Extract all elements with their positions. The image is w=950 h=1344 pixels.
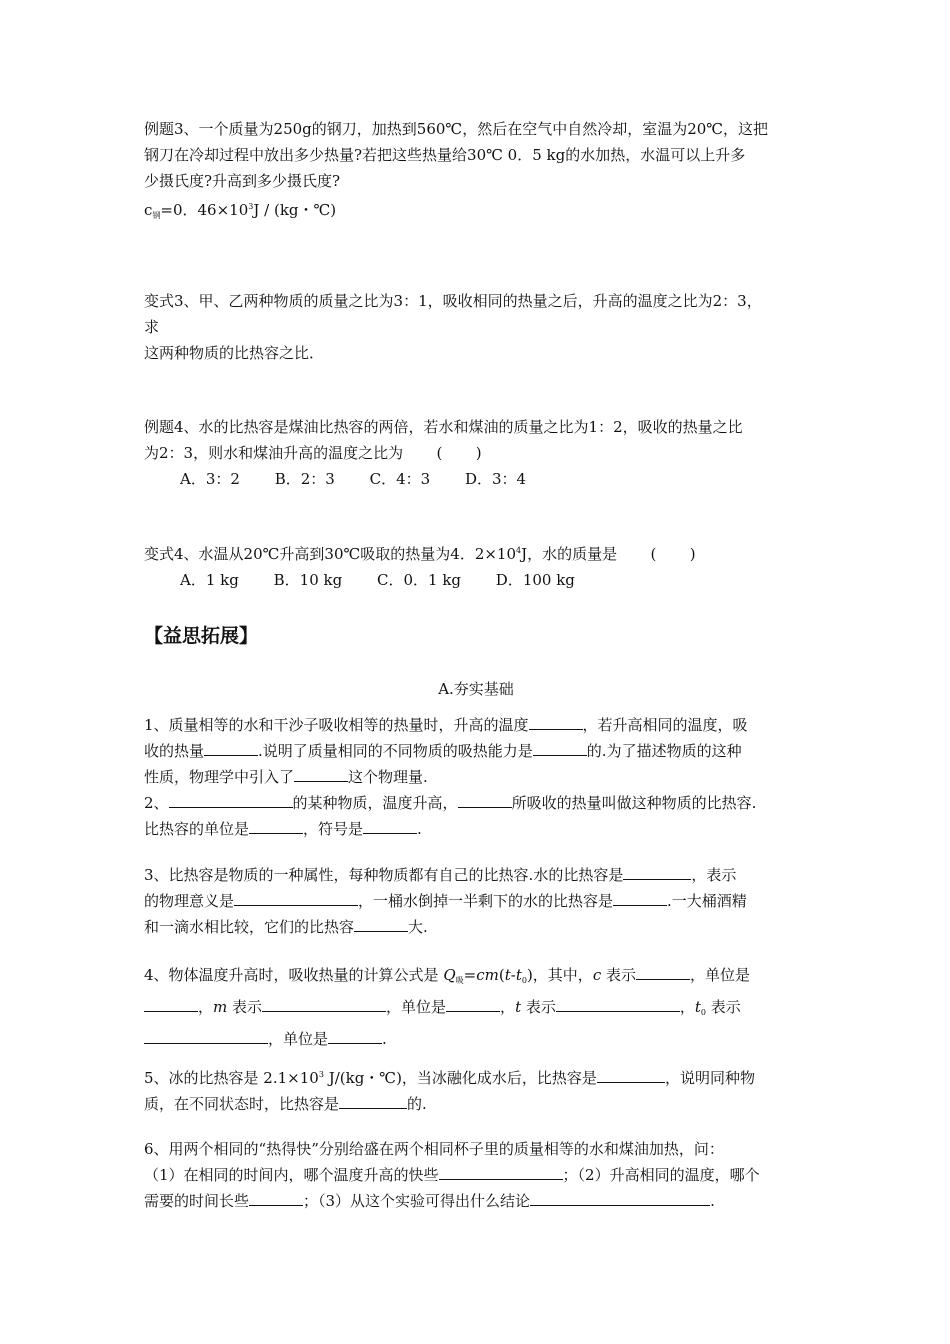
variant-3-line-2: 求 — [144, 318, 160, 336]
example-3-line-3: 少摄氏度?升高到多少摄氏度? — [144, 172, 341, 190]
answer-blank[interactable] — [354, 916, 408, 932]
option-d: D．100 kg — [495, 571, 575, 589]
q3-line-1: 3、比热容是物质的一种属性，每种物质都有自己的比热容.水的比热容是 ，表示 — [144, 866, 737, 884]
q6-line-2: （1）在相同的时间内，哪个温度升高的快些 ；（2）升高相同的温度，哪个 — [144, 1166, 760, 1184]
variant-4 — [144, 538, 808, 593]
variant-3-line-3: 这两种物质的比热容之比． — [144, 344, 325, 362]
q2-line-2: 比热容的单位是 ，符号是 . — [144, 820, 422, 838]
answer-blank[interactable] — [144, 996, 198, 1012]
option-c: C．4：3 — [369, 470, 431, 488]
q3-line-3: 和一滴水相比较，它们的比热容 大. — [144, 918, 428, 936]
answer-blank[interactable] — [623, 864, 691, 880]
answer-blank[interactable] — [262, 996, 386, 1012]
option-b: B．2：3 — [274, 470, 335, 488]
q1-line-2: 收的热量 .说明了质量相同的不同物质的吸热能力是 的.为了描述物质的这种 — [144, 742, 742, 760]
answer-blank[interactable] — [294, 766, 348, 782]
example-3-line-2: 钢刀在冷却过程中放出多少热量?若把这些热量给30℃ 0．5 kg的水加热，水温可以上升多 — [144, 146, 746, 164]
answer-blank[interactable] — [249, 1190, 303, 1206]
q4-line-2: ，m 表示 ，单位是 ，t 表示 ，$t_0$ 表示 — [144, 994, 808, 1026]
option-d: D．3：4 — [464, 470, 527, 488]
option-c: C．0．1 kg — [376, 571, 462, 589]
example-4 — [144, 414, 808, 492]
option-a: A．3：2 — [180, 470, 240, 488]
answer-blank[interactable] — [439, 1164, 563, 1180]
answer-blank[interactable] — [458, 792, 512, 808]
example-4-line-1: 例题4、水的比热容是煤油比热容的两倍，若水和煤油的质量之比为1：2，吸收的热量之比 — [144, 418, 743, 436]
question-1 — [144, 712, 808, 790]
answer-blank[interactable] — [533, 740, 587, 756]
question-5 — [144, 1062, 808, 1117]
variant-4-options — [144, 567, 808, 593]
answer-blank[interactable] — [234, 890, 358, 906]
q4-line-1: 4、物体温度升高时，吸收热量的计算公式是 $Q_吸=cm(t-t_0)$，其中，c 表示 ，单位是 — [144, 966, 751, 985]
q5-line-2: 质，在不同状态时，比热容是 的. — [144, 1095, 427, 1113]
q5-line-1: 5、冰的比热容是 $2.1\times 10^3$ J/(kg・℃)，当冰融化成水后，比热容是 ，说明同种物 — [144, 1069, 755, 1087]
question-6 — [144, 1136, 808, 1214]
q1-line-1: 1、质量相等的水和干沙子吸收相等的热量时，升高的温度 ，若升高相同的温度，吸 — [144, 716, 748, 734]
answer-blank[interactable] — [597, 1067, 665, 1083]
specific-heat-steel: $c_钢=0$．$46\times 10^3J / (kg$・℃) — [144, 201, 337, 220]
answer-blank[interactable] — [613, 890, 667, 906]
answer-blank[interactable] — [529, 714, 583, 730]
section-subtitle: A.夯实基础 — [438, 680, 514, 698]
variant-4-line-1: 变式4、水温从20℃升高到30℃吸取的热量为4．$2\times 10^4J$，水的质量是 ( ) — [144, 545, 696, 563]
variant-3-line-1: 变式3、甲、乙两种物质的质量之比为3：1，吸收相同的热量之后，升高的温度之比为2：3， — [144, 292, 762, 310]
answer-blank[interactable] — [556, 996, 680, 1012]
q1-line-3: 性质，物理学中引入了 这个物理量. — [144, 768, 428, 786]
variant-3 — [144, 288, 808, 366]
answer-blank[interactable] — [530, 1190, 710, 1206]
answer-blank[interactable] — [169, 792, 293, 808]
answer-blank[interactable] — [446, 996, 500, 1012]
answer-blank[interactable] — [204, 740, 258, 756]
q2-line-1: 2、 的某种物质，温度升高， 所吸收的热量叫做这种物质的比热容. — [144, 794, 757, 812]
answer-blank[interactable] — [144, 1028, 268, 1044]
option-b: B．10 kg — [273, 571, 343, 589]
q6-line-1: 6、用两个相同的“热得快”分别给盛在两个相同杯子里的质量相等的水和煤油加热，问： — [144, 1140, 724, 1158]
answer-blank[interactable] — [339, 1093, 407, 1109]
question-2 — [144, 790, 808, 842]
example-4-line-2: 为2：3，则水和煤油升高的温度之比为 ( ) — [144, 444, 482, 462]
option-a: A．1 kg — [180, 571, 239, 589]
example-4-options — [144, 466, 808, 492]
answer-blank[interactable] — [636, 964, 690, 980]
section-title: 【益思拓展】 — [144, 625, 259, 647]
question-4 — [144, 962, 808, 1052]
answer-blank[interactable] — [328, 1028, 382, 1044]
q3-line-2: 的物理意义是 ，一桶水倒掉一半剩下的水的比热容是 .一大桶酒精 — [144, 892, 747, 910]
example-3-line-1: 例题3、一个质量为250g的钢刀，加热到560℃，然后在空气中自然冷却，室温为20℃，这把 — [144, 120, 769, 138]
answer-blank[interactable] — [249, 818, 303, 834]
q4-line-3: ，单位是 . — [144, 1026, 808, 1052]
answer-blank[interactable] — [363, 818, 417, 834]
question-3 — [144, 862, 808, 940]
example-3 — [144, 116, 808, 229]
q6-line-3: 需要的时间长些 ；（3）从这个实验可得出什么结论 . — [144, 1192, 715, 1210]
